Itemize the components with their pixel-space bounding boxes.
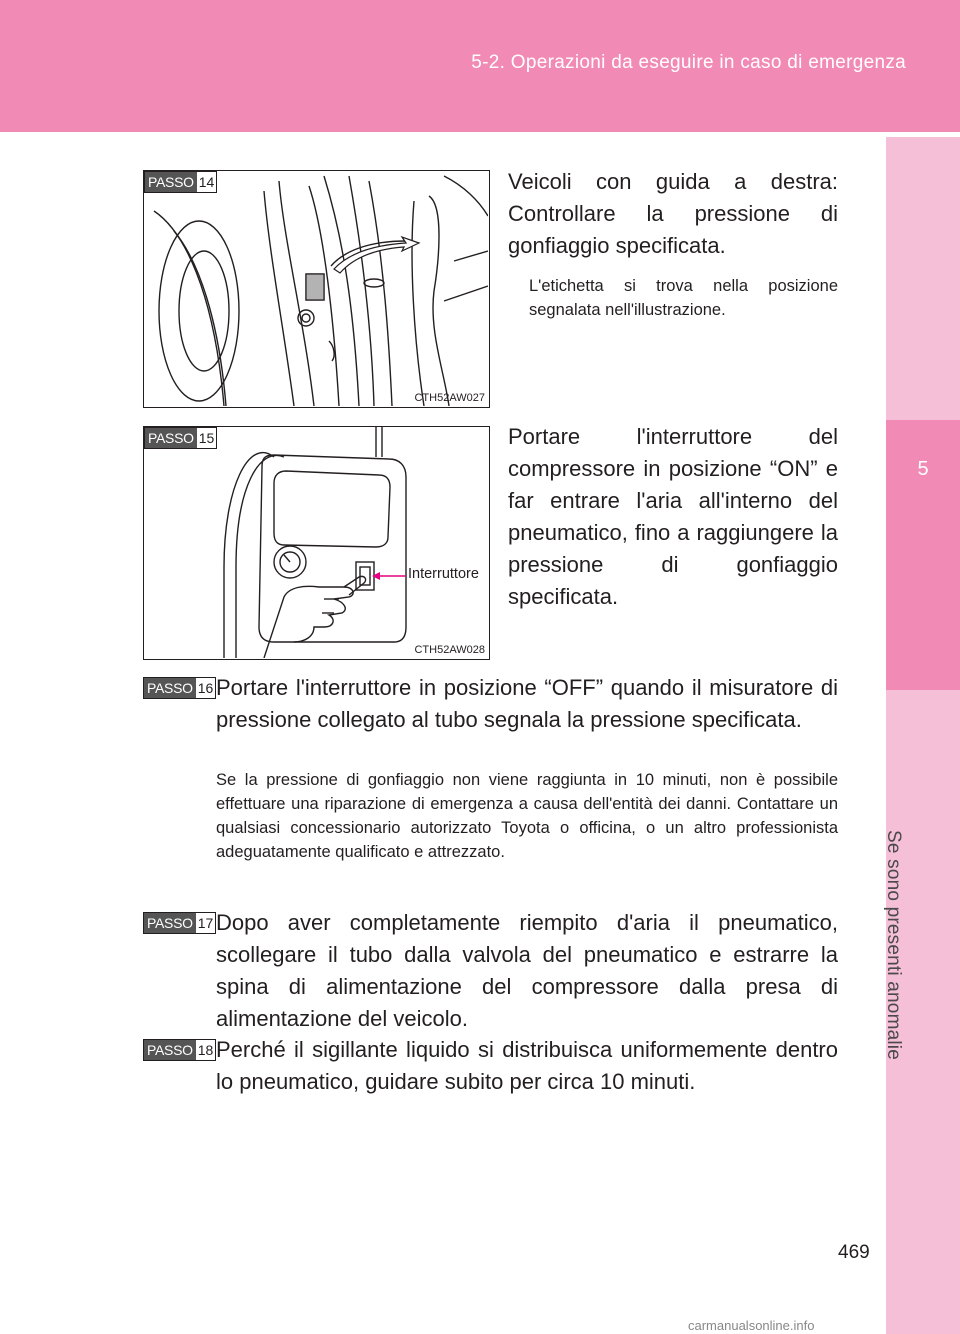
step-16-note: Se la pressione di gonfiaggio non viene raggiunta in 10 minuti, non è possibile effettuare una riparazione di emergenza a causa dell'entità dei danni. Contattare un qualsiasi concessionario autorizzato Toyota o officina, o un altro professionista adeguatamente qualificato e attrezzato. — [216, 771, 838, 861]
figure-step-15 — [143, 426, 490, 660]
section-title: 5-2. Operazioni da eseguire in caso di emergenza — [471, 52, 906, 73]
step-badge-14: PASSO 14 — [144, 171, 217, 193]
chapter-sidebar — [886, 137, 960, 1334]
step-14-note: L'etichetta si trova nella posizione segnalata nell'illustrazione. — [529, 277, 838, 319]
door-pillar-illustration — [144, 171, 488, 406]
page-number: 469 — [838, 1242, 870, 1263]
figure-code: CTH52AW028 — [414, 644, 485, 656]
compressor-illustration — [144, 427, 488, 658]
step-18-text: Perché il sigillante liquido si distribuisca uniformemente dentro lo pneumatico, guidare subito per circa 10 minuti. — [216, 1037, 838, 1094]
step-14-text: Veicoli con guida a destra: Controllare la pressione di gonfiaggio specificata. — [508, 169, 838, 258]
chapter-title: Se sono presenti anomalie — [883, 830, 904, 1060]
step-16-text: Portare l'interruttore in posizione “OFF” quando il misuratore di pressione collegato al tubo segnala la pressione specificata. — [216, 675, 838, 732]
figure-step-14 — [143, 170, 490, 408]
step-17-text: Dopo aver completamente riempito d'aria il pneumatico, scollegare il tubo dalla valvola del pneumatico e estrarre la spina di alimentazione del compressore dalla presa di alimentazione del veicolo. — [216, 910, 838, 1031]
step-badge-16: PASSO 16 — [143, 677, 216, 699]
watermark: carmanualsonline.info — [688, 1318, 815, 1333]
chapter-number: 5 — [917, 458, 929, 480]
switch-callout-label: Interruttore — [408, 566, 479, 582]
figure-code: CTH52AW027 — [414, 392, 485, 404]
step-15-text: Portare l'interruttore del compressore in posizione “ON” e far entrare l'aria all'interno del pneumatico, fino a raggiungere la pressione di gonfiaggio specificata. — [508, 424, 838, 609]
step-badge-15: PASSO 15 — [144, 427, 217, 449]
step-badge-18: PASSO 18 — [143, 1039, 216, 1061]
header-band — [0, 0, 960, 132]
step-badge-17: PASSO 17 — [143, 912, 216, 934]
